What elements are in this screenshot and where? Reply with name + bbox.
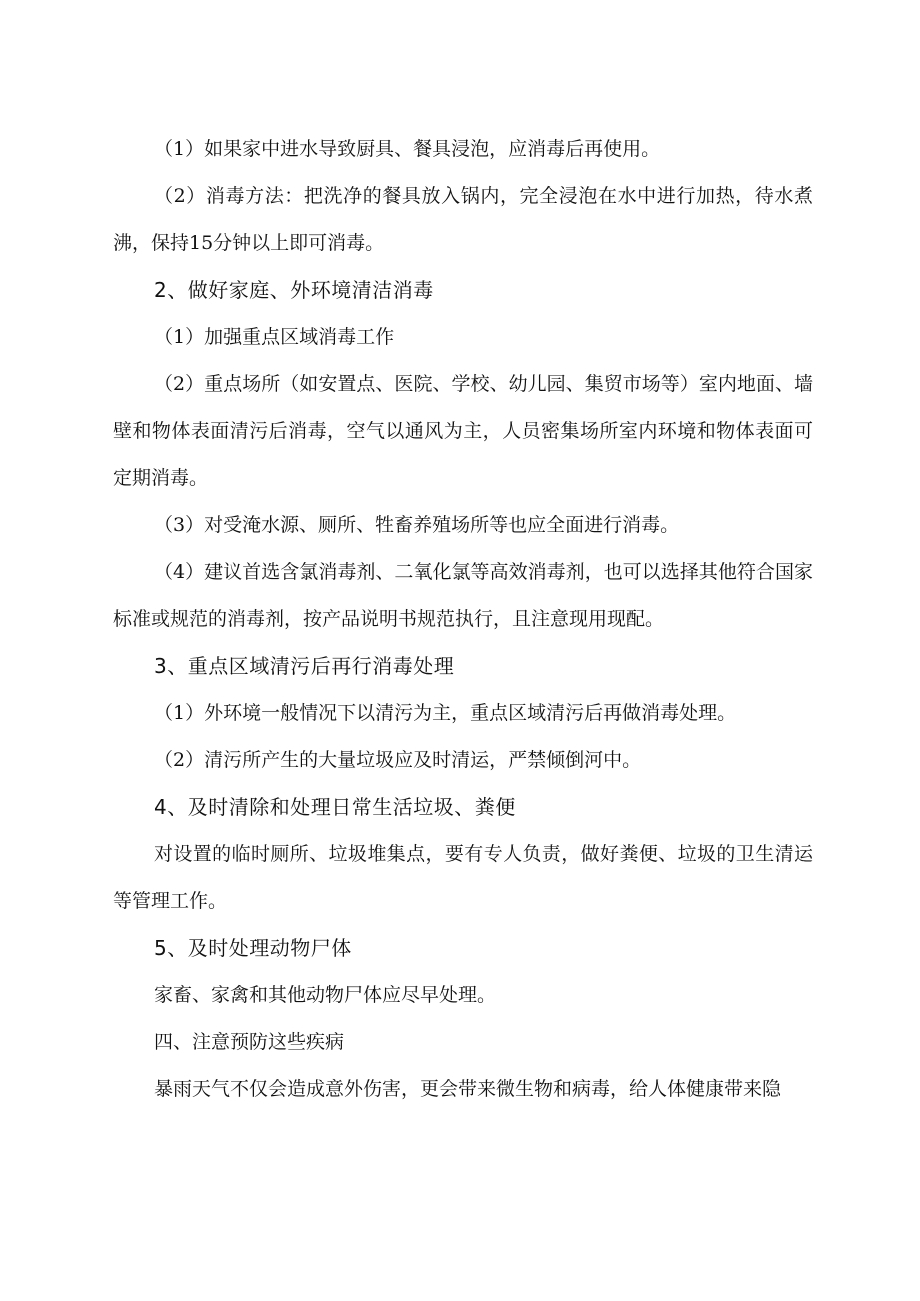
heading-key-area-cleaning: 3、重点区域清污后再行消毒处理 [154,654,455,678]
paragraph-outdoor-cleaning: （1）外环境一般情况下以清污为主，重点区域清污后再做消毒处理。 [154,702,737,724]
heading-home-environment-disinfection: 2、做好家庭、外环境清洁消毒 [154,278,434,302]
paragraph-temporary-toilets: 对设置的临时厕所、垃圾堆集点，要有专人负责，做好粪便、垃圾的卫生清运等管理工作。 [113,843,813,912]
paragraph-carcass-handling: 家畜、家禽和其他动物尸体应尽早处理。 [154,984,497,1006]
paragraph-key-places: （2）重点场所（如安置点、医院、学校、幼儿园、集贸市场等）室内地面、墙壁和物体表面清污后消毒，空气以通风为主，人员密集场所室内环境和物体表面可定期消毒。 [113,373,813,489]
section-heading-disease-prevention: 四、注意预防这些疾病 [154,1031,345,1053]
paragraph-key-area-disinfection: （1）加强重点区域消毒工作 [154,326,395,348]
paragraph-disinfection-method: （2）消毒方法：把洗净的餐具放入锅内，完全浸泡在水中进行加热，待水煮沸，保持15分钟以上即可消毒。 [113,185,813,254]
paragraph-garbage-removal: （2）清污所产生的大量垃圾应及时清运，严禁倾倒河中。 [154,749,642,771]
paragraph-disinfectant-choice: （4）建议首选含氯消毒剂、二氧化氯等高效消毒剂，也可以选择其他符合国家标准或规范的消毒剂，按产品说明书规范执行，且注意现用现配。 [113,561,813,630]
heading-daily-garbage: 4、及时清除和处理日常生活垃圾、粪便 [154,795,516,819]
paragraph-dish-soaking: （1）如果家中进水导致厨具、餐具浸泡，应消毒后再使用。 [154,138,661,160]
paragraph-rainstorm-health: 暴雨天气不仅会造成意外伤害，更会带来微生物和病毒，给人体健康带来隐 [154,1078,782,1100]
document-body [113,126,813,1113]
paragraph-flooded-water-sources: （3）对受淹水源、厕所、牲畜养殖场所等也应全面进行消毒。 [154,514,680,536]
heading-animal-carcasses: 5、及时处理动物尸体 [154,936,352,960]
